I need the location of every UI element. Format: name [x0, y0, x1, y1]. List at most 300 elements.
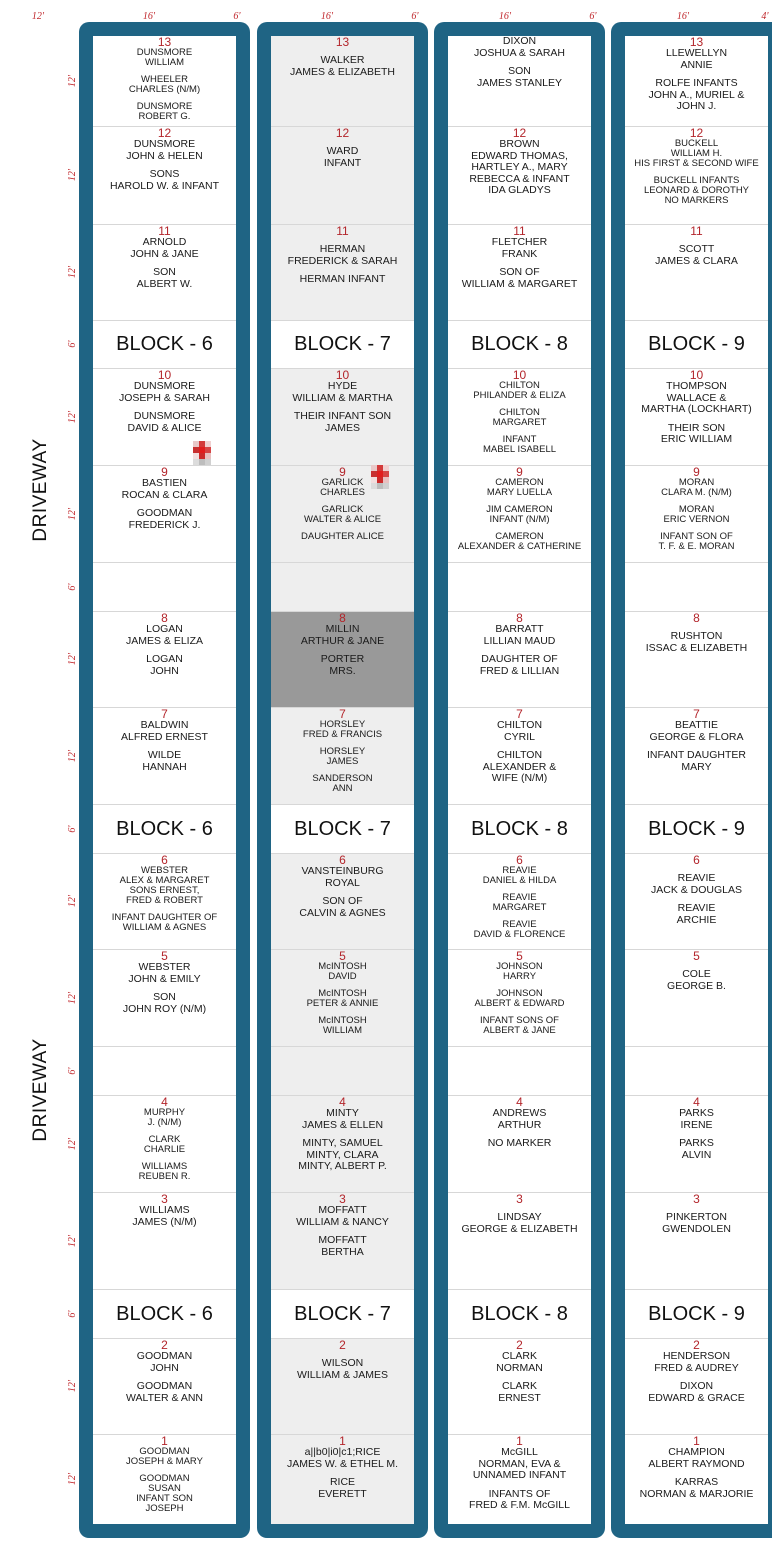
interment-name: SONS — [149, 168, 180, 180]
interment-name: DAVID — [328, 971, 357, 982]
interment-name: ANN — [332, 783, 353, 794]
interment-name: CHILTON — [496, 719, 543, 731]
interment-name: JAMES & CLARA — [655, 254, 738, 267]
interment-name: MURPHY — [143, 1107, 186, 1118]
interment-name: WILLIAM — [144, 57, 185, 68]
plot-lot-7[interactable] — [271, 707, 414, 804]
interment-name: ROCAN & CLARA — [121, 488, 208, 501]
plot-lot-12[interactable] — [271, 126, 414, 224]
interment-name: REAVIE — [677, 902, 716, 914]
interment-name: GEORGE & FLORA — [649, 730, 744, 743]
interment-name: a||b0|i0|c1;RICE — [304, 1446, 381, 1458]
interment-name: ARNOLD — [142, 236, 187, 248]
interment-name: HIS FIRST & SECOND WIFE — [634, 158, 759, 169]
dimension-label-top: 16' — [320, 11, 334, 22]
interment-name: COLE — [682, 968, 711, 980]
interment-name: WHEELER — [141, 74, 188, 85]
interment-name: GARLICK — [321, 504, 364, 515]
block-label-row — [625, 804, 768, 853]
plot-lot-2[interactable] — [448, 1338, 591, 1434]
interment-name: ARCHIE — [676, 913, 717, 926]
lot-number: 6 — [161, 853, 168, 867]
interment-name: ALEX & MARGARET — [119, 875, 210, 886]
interment-name: CHAMPION — [668, 1446, 725, 1458]
interment-name: SON OF — [499, 266, 540, 278]
block-column — [434, 22, 605, 1538]
interment-name: MABEL ISABELL — [482, 444, 557, 455]
lot-number: 8 — [161, 611, 168, 625]
interment-name: JOSHUA & SARAH — [473, 46, 566, 59]
interment-name: GOODMAN — [136, 507, 193, 519]
interment-name: HORSLEY — [319, 719, 366, 730]
plot-lot-7[interactable] — [448, 707, 591, 804]
dimension-label-left: 12' — [67, 168, 78, 182]
interment-name: VANSTEINBURG — [301, 865, 384, 877]
interment-name: HERMAN — [319, 243, 366, 255]
interment-name: MOFFATT — [318, 1234, 367, 1246]
plot-lot-11[interactable] — [93, 224, 236, 320]
interment-name: MOFFATT — [318, 1204, 367, 1216]
interment-name: INFANT (N/M) — [489, 514, 550, 525]
interment-name: LINDSAY — [497, 1211, 542, 1223]
lot-number: 4 — [339, 1095, 346, 1109]
lot-number: 13 — [335, 36, 350, 49]
interment-name: CHARLES (N/M) — [128, 84, 201, 95]
plot-lot-4[interactable] — [271, 1095, 414, 1192]
plot-lot-4[interactable] — [625, 1095, 768, 1192]
driveway-label: DRIVEWAY — [30, 438, 51, 542]
interment-name: JOHN — [150, 1361, 179, 1374]
plot-lot-5[interactable] — [625, 949, 768, 1046]
lot-number: 2 — [339, 1338, 346, 1352]
interment-name: JOHN & HELEN — [126, 149, 203, 162]
lot-number: 12 — [157, 126, 172, 140]
lot-number: 3 — [516, 1192, 523, 1206]
lot-number: 7 — [339, 707, 346, 721]
interment-name: ANNIE — [680, 58, 713, 71]
interment-name: BALDWIN — [140, 719, 189, 731]
plot-lot-6[interactable] — [93, 853, 236, 949]
interment-name: WILLIAM & AGNES — [122, 922, 207, 933]
lot-number: 9 — [339, 465, 346, 479]
lot-number: 11 — [690, 224, 703, 238]
interment-name: DANIEL & HILDA — [482, 875, 557, 886]
interment-name: INFANT SON — [136, 1493, 193, 1504]
interment-name: ROYAL — [325, 876, 360, 889]
plot-lot-2[interactable] — [93, 1338, 236, 1434]
interment-name: INFANT SON OF — [660, 531, 733, 542]
plot-lot-9[interactable] — [625, 465, 768, 562]
lot-number: 2 — [693, 1338, 700, 1352]
dimension-label-top: 6' — [589, 11, 597, 22]
interment-name: MARY — [681, 760, 712, 773]
interment-name: DIXON — [679, 1380, 714, 1392]
dimension-label-top: 16' — [142, 11, 156, 22]
interment-name: WILLIAM H. — [670, 148, 723, 159]
interment-name: NO MARKERS — [664, 195, 729, 206]
interment-name: WALLACE & — [666, 391, 727, 404]
interment-name: ALBERT & EDWARD — [474, 998, 565, 1009]
interment-name: SANDERSON — [312, 773, 373, 784]
dimension-label-left: 6' — [67, 824, 78, 833]
dimension-label-left: 12' — [67, 1379, 78, 1393]
lot-number: 3 — [339, 1192, 346, 1206]
plot-lot-10[interactable] — [625, 368, 768, 465]
plot-lot-3[interactable] — [271, 1192, 414, 1289]
interment-name: J. (N/M) — [147, 1117, 182, 1128]
block-label-row — [271, 320, 414, 368]
plot-lot-8[interactable] — [625, 611, 768, 707]
lot-number: 5 — [516, 949, 523, 963]
plot-lot-empty[interactable] — [448, 562, 591, 611]
block-label-row — [271, 804, 414, 853]
interment-name: CHILTON — [499, 407, 540, 418]
interment-name: MORAN — [678, 477, 715, 488]
interment-name: JOHN ROY (N/M) — [122, 1002, 207, 1015]
plot-lot-7[interactable] — [93, 707, 236, 804]
plot-lot-9[interactable] — [448, 465, 591, 562]
lot-number: 4 — [516, 1095, 523, 1109]
plot-lot-8[interactable] — [448, 611, 591, 707]
interment-name: DAUGHTER ALICE — [301, 531, 384, 542]
dimension-label-left: 12' — [67, 1472, 78, 1486]
interment-name: HARTLEY A., MARY — [471, 161, 568, 173]
plot-lot-10[interactable] — [448, 368, 591, 465]
interment-name: WALTER & ALICE — [303, 514, 382, 525]
plot-lot-10[interactable] — [93, 368, 236, 465]
plot-lot-2[interactable] — [625, 1338, 768, 1434]
interment-name: NORMAN & MARJORIE — [639, 1487, 754, 1500]
interment-name: DUNSMORE — [136, 101, 193, 112]
interment-name: REUBEN R. — [138, 1171, 191, 1182]
interment-name: GOODMAN — [139, 1473, 190, 1484]
interment-name: PINKERTON — [666, 1211, 727, 1223]
block-label: BLOCK - 6 — [116, 333, 213, 355]
plot-lot-1[interactable] — [625, 1434, 768, 1524]
interment-name: LOGAN — [146, 623, 183, 635]
interment-name: WILDE — [147, 749, 182, 761]
interment-name: FRED & LILLIAN — [479, 664, 560, 677]
interment-name: WALKER — [320, 54, 365, 66]
interment-name: CLARK — [501, 1380, 537, 1392]
interment-name: WILSON — [321, 1357, 364, 1369]
block-column — [257, 22, 428, 1538]
block-label-row — [93, 1289, 236, 1338]
interment-name: JAMES — [324, 421, 360, 434]
lot-number: 12 — [689, 126, 704, 140]
plot-lot-3[interactable] — [93, 1192, 236, 1289]
lot-number: 8 — [693, 611, 700, 625]
plot-lot-empty[interactable] — [448, 1046, 591, 1095]
block-label-row — [93, 320, 236, 368]
interment-name: GWENDOLEN — [662, 1222, 731, 1235]
plot-lot-8[interactable] — [271, 611, 414, 707]
block-label-row — [625, 320, 768, 368]
block-column-inner — [93, 36, 236, 1524]
plot-lot-2[interactable] — [271, 1338, 414, 1434]
interment-name: DAVID & FLORENCE — [473, 929, 566, 940]
interment-name: KARRAS — [674, 1476, 719, 1488]
plot-lot-12[interactable] — [625, 126, 768, 224]
plot-lot-9[interactable] — [271, 465, 414, 562]
interment-name: PORTER — [320, 653, 365, 665]
plot-lot-5[interactable] — [271, 949, 414, 1046]
block-column — [611, 22, 772, 1538]
interment-name: McINTOSH — [318, 988, 367, 999]
interment-name: JOSEPH & MARY — [126, 1456, 203, 1467]
interment-name: JAMES & ELIZA — [125, 634, 204, 647]
interment-name: MARY LUELLA — [486, 487, 553, 498]
interment-name: HENDERSON — [662, 1350, 731, 1362]
interment-name: THEIR INFANT SON — [293, 410, 392, 422]
interment-name: DUNSMORE — [136, 47, 193, 58]
lot-number: 4 — [161, 1095, 168, 1109]
lot-number: 2 — [516, 1338, 523, 1352]
lot-number: 13 — [157, 36, 172, 49]
interment-name: WEBSTER — [138, 961, 191, 973]
interment-name: PARKS — [679, 1107, 714, 1119]
interment-name: MORAN — [678, 504, 715, 515]
block-label-row — [448, 1289, 591, 1338]
interment-name: FREDERICK J. — [128, 518, 201, 531]
location-marker-icon — [371, 465, 390, 487]
interment-name: CHILTON — [499, 380, 540, 391]
plot-lot-10[interactable] — [271, 368, 414, 465]
interment-name: MINTY, SAMUEL — [302, 1137, 383, 1149]
interment-name: CAMERON — [495, 531, 544, 542]
block-label: BLOCK - 8 — [471, 333, 568, 355]
interment-name: GARLICK — [321, 477, 364, 488]
block-label: BLOCK - 8 — [471, 1302, 568, 1325]
interment-name: WALTER & ANN — [125, 1391, 203, 1404]
interment-name: WILLIAM — [322, 1025, 363, 1036]
dimension-label-left: 12' — [67, 265, 78, 279]
plot-lot-6[interactable] — [271, 853, 414, 949]
interment-name: GOODMAN — [139, 1446, 190, 1457]
plot-lot-1[interactable] — [271, 1434, 414, 1524]
interment-name: JOHNSON — [496, 961, 543, 972]
interment-name: WILLIAM & NANCY — [296, 1215, 389, 1228]
interment-name: INFANT DAUGHTER OF — [111, 912, 218, 923]
dimension-label-left: 12' — [67, 749, 78, 762]
interment-name: McINTOSH — [318, 961, 367, 972]
plot-lot-13[interactable] — [625, 36, 768, 126]
block-label-row — [271, 1289, 414, 1338]
interment-name: REAVIE — [677, 872, 716, 884]
interment-name: ALBERT & JANE — [483, 1025, 556, 1036]
block-label-row — [448, 320, 591, 368]
interment-name: WEBSTER — [141, 865, 188, 876]
lot-number: 10 — [157, 368, 172, 382]
interment-name: JAMES & ELLEN — [301, 1118, 384, 1131]
lot-number: 7 — [161, 707, 168, 721]
interment-name: DIXON — [502, 36, 537, 47]
interment-name: DUNSMORE — [133, 410, 196, 422]
block-label: BLOCK - 6 — [116, 1302, 213, 1325]
plot-lot-11[interactable] — [448, 224, 591, 320]
interment-name: EDWARD THOMAS, — [471, 149, 568, 162]
interment-name: DUNSMORE — [133, 138, 196, 150]
dimension-label-left: 12' — [67, 652, 78, 666]
interment-name: ERIC WILLIAM — [660, 433, 733, 445]
interment-name: INFANTS OF — [488, 1487, 551, 1500]
plot-lot-6[interactable] — [625, 853, 768, 949]
interment-name: INFANT — [323, 156, 362, 169]
interment-name: CYRIL — [504, 730, 535, 743]
lot-number: 6 — [339, 853, 346, 867]
interment-name: RUSHTON — [670, 630, 723, 642]
plot-lot-1[interactable] — [93, 1434, 236, 1524]
interment-name: UNNAMED INFANT — [472, 1469, 567, 1481]
interment-name: CHILTON — [496, 749, 543, 761]
interment-name: ISSAC & ELIZABETH — [645, 641, 748, 654]
interment-name: WILLIAMS — [141, 1161, 188, 1172]
plot-lot-1[interactable] — [448, 1434, 591, 1524]
block-label: BLOCK - 8 — [471, 817, 568, 840]
plot-lot-7[interactable] — [625, 707, 768, 804]
interment-name: HERMAN INFANT — [299, 273, 386, 285]
lot-number: 1 — [339, 1434, 346, 1448]
interment-name: ARTHUR — [497, 1118, 542, 1131]
plot-lot-6[interactable] — [448, 853, 591, 949]
block-column-inner — [271, 36, 414, 1524]
interment-name: CHARLES — [320, 487, 365, 498]
plot-lot-3[interactable] — [448, 1192, 591, 1289]
plot-lot-empty[interactable] — [271, 562, 414, 611]
plot-lot-empty[interactable] — [93, 1046, 236, 1095]
interment-name: ROBERT G. — [138, 111, 191, 122]
interment-name: PETER & ANNIE — [306, 998, 379, 1009]
plot-lot-3[interactable] — [625, 1192, 768, 1289]
interment-name: JAMES W. & ETHEL M. — [286, 1457, 399, 1470]
interment-name: FRED & ROBERT — [126, 895, 203, 906]
plot-lot-13[interactable] — [271, 36, 414, 126]
interment-name: JAMES STANLEY — [477, 76, 562, 89]
lot-number: 1 — [516, 1434, 523, 1448]
interment-name: JAMES — [326, 756, 359, 767]
lot-number: 7 — [516, 707, 523, 721]
interment-name: FREDERICK & SARAH — [287, 254, 398, 267]
interment-name: MRS. — [329, 664, 356, 677]
dimension-label-left: 12' — [67, 894, 78, 908]
lot-number: 13 — [689, 36, 704, 49]
lot-number: 11 — [158, 224, 171, 238]
lot-number: 10 — [512, 368, 527, 382]
plot-lot-4[interactable] — [448, 1095, 591, 1192]
block-label: BLOCK - 7 — [294, 1302, 391, 1325]
interment-name: JOHN — [150, 664, 179, 677]
interment-name: SON — [153, 991, 176, 1003]
plot-lot-8[interactable] — [93, 611, 236, 707]
interment-name: CLARK — [501, 1350, 537, 1362]
interment-name: GOODMAN — [136, 1380, 193, 1392]
interment-name: NO MARKER — [487, 1137, 552, 1149]
interment-name: ALEXANDER & — [482, 760, 557, 773]
dimension-label-left: 6' — [67, 582, 78, 591]
interment-name: HYDE — [327, 380, 358, 392]
interment-name: JOHN J. — [676, 100, 717, 112]
interment-name: MINTY — [326, 1107, 359, 1119]
plot-lot-12[interactable] — [93, 126, 236, 224]
plot-lot-4[interactable] — [93, 1095, 236, 1192]
plot-lot-11[interactable] — [271, 224, 414, 320]
interment-name: JIM CAMERON — [486, 504, 553, 515]
interment-name: REAVIE — [502, 865, 537, 876]
plot-lot-empty[interactable] — [625, 1046, 768, 1095]
dimension-label-top: 16' — [498, 11, 512, 22]
dimension-label-top: 6' — [411, 11, 419, 22]
block-label: BLOCK - 9 — [648, 333, 745, 355]
interment-name: MILLIN — [325, 623, 360, 635]
block-label: BLOCK - 7 — [294, 333, 391, 355]
lot-number: 10 — [335, 368, 350, 382]
plot-lot-empty[interactable] — [448, 36, 591, 126]
interment-name: WILLIAM & MARGARET — [461, 277, 578, 290]
block-column — [79, 22, 250, 1538]
plot-lot-empty[interactable] — [625, 562, 768, 611]
lot-number: 5 — [161, 949, 168, 963]
interment-name: CLARA M. (N/M) — [661, 487, 732, 498]
lot-number: 8 — [339, 611, 346, 625]
lot-number: 5 — [339, 949, 346, 963]
interment-name: FRED & F.M. McGILL — [469, 1499, 570, 1511]
dimension-label-left: 12' — [67, 991, 78, 1004]
interment-name: JOSEPH — [145, 1503, 184, 1514]
plot-lot-empty[interactable] — [271, 1046, 414, 1095]
interment-name: IRENE — [680, 1118, 713, 1131]
interment-name: FRANK — [501, 247, 538, 260]
plot-lot-5[interactable] — [448, 949, 591, 1046]
interment-name: BERTHA — [321, 1245, 364, 1258]
interment-name: CAMERON — [495, 477, 544, 488]
interment-name: JACK & DOUGLAS — [650, 883, 743, 896]
interment-name: SUSAN — [148, 1483, 181, 1494]
plot-lot-empty[interactable] — [93, 562, 236, 611]
interment-name: ALBERT W. — [136, 277, 193, 290]
block-label: BLOCK - 9 — [648, 1302, 745, 1325]
interment-name: JAMES (N/M) — [132, 1215, 197, 1228]
plot-lot-5[interactable] — [93, 949, 236, 1046]
interment-name: REAVIE — [502, 892, 537, 903]
interment-name: IDA GLADYS — [488, 184, 551, 196]
lot-number: 10 — [689, 368, 704, 382]
lot-number: 5 — [693, 949, 700, 963]
interment-name: CLARK — [148, 1134, 181, 1145]
interment-name: ALVIN — [681, 1148, 712, 1161]
plot-lot-9[interactable] — [93, 465, 236, 562]
dimension-label-left: 12' — [67, 74, 78, 88]
plot-lot-12[interactable] — [448, 126, 591, 224]
block-column-inner — [448, 36, 591, 1524]
interment-name: PHILANDER & ELIZA — [473, 390, 566, 401]
plot-lot-11[interactable] — [625, 224, 768, 320]
interment-name: MARGARET — [492, 902, 547, 913]
dimension-label-left: 12' — [67, 1234, 78, 1247]
interment-name: INFANT DAUGHTER — [647, 749, 746, 761]
lot-number: 1 — [693, 1434, 700, 1448]
interment-name: WILLIAMS — [139, 1204, 190, 1216]
plot-lot-13[interactable] — [93, 36, 236, 126]
lot-number: 11 — [336, 224, 349, 238]
interment-name: CALVIN & AGNES — [299, 906, 386, 919]
block-label: BLOCK - 9 — [648, 817, 745, 840]
interment-name: BARRATT — [495, 623, 544, 635]
dimension-label-top: 12' — [31, 11, 45, 22]
interment-name: SON — [153, 266, 176, 278]
interment-name: FRED & AUDREY — [654, 1361, 739, 1374]
interment-name: LILLIAN MAUD — [483, 634, 556, 647]
interment-name: BUCKELL INFANTS — [653, 175, 740, 186]
